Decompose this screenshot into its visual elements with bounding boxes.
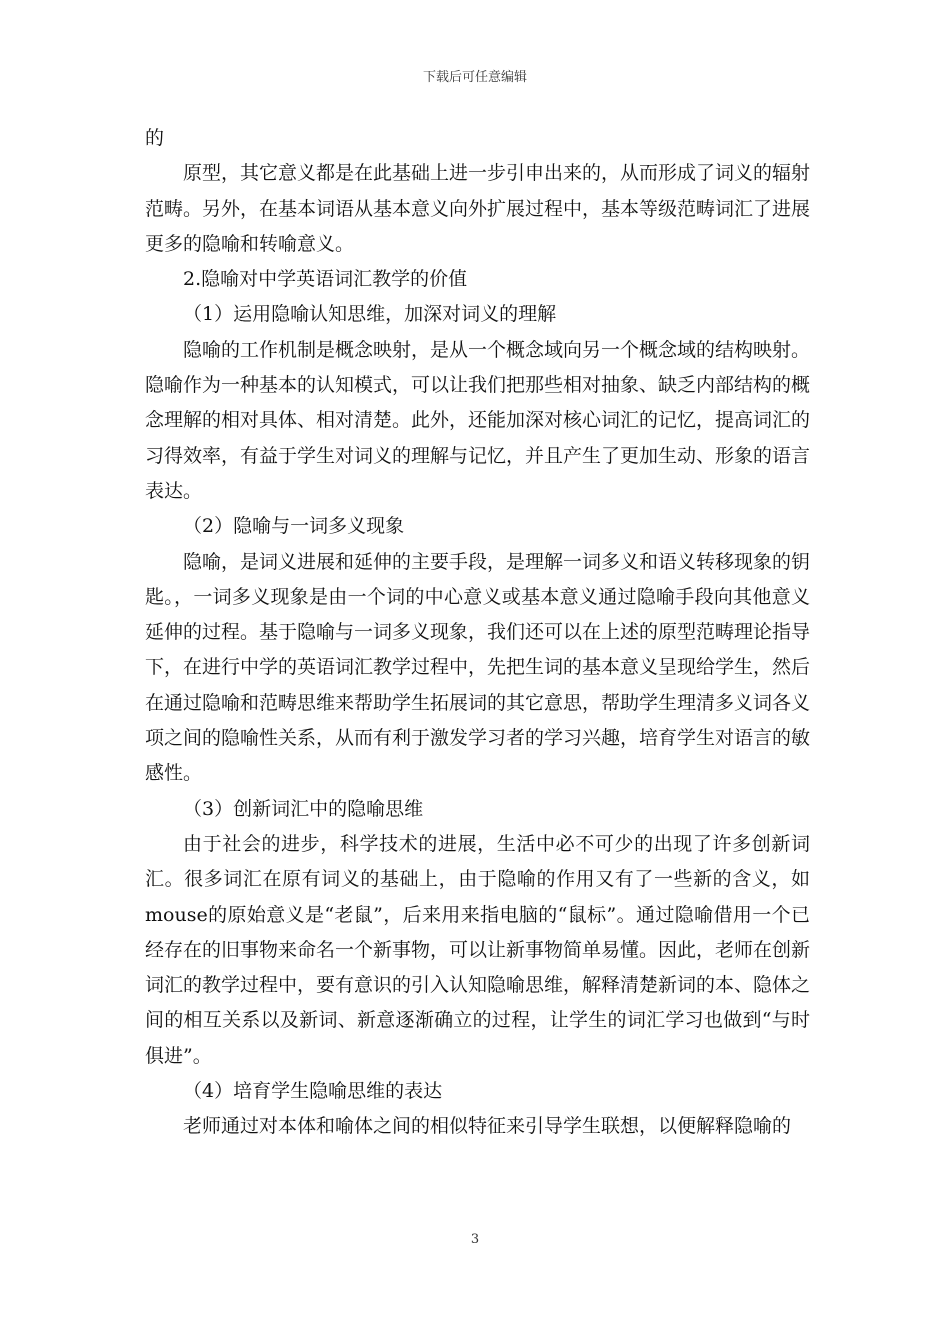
paragraph: 隐喻，是词义进展和延伸的主要手段，是理解一词多义和语义转移现象的钥匙。，一词多义现象是由一个词的中心意义或基本意义通过隐喻手段向其他意义延伸的过程。基于隐喻与一词多义现象，我们还可以在上述的原型范畴理论指导下，在进行中学的英语词汇教学过程中，先把生词的基本意义呈现给学生，然后在通过隐喻和范畴思维来帮助学生拓展词的其它意思，帮助学生理清多义词各义项之间的隐喻性关系，从而有利于激发学习者的学习兴趣，培育学生对语言的敏感性。 [145, 550, 811, 785]
page-header: 下载后可任意编辑 [422, 70, 527, 85]
section-heading: 2.隐喻对中学英语词汇教学的价值 [183, 268, 468, 291]
subsection-heading: （4）培育学生隐喻思维的表达 [183, 1080, 443, 1103]
paragraph: 原型，其它意义都是在此基础上进一步引申出来的，从而形成了词义的辐射范畴。另外，在基本词语从基本意义向外扩展过程中，基本等级范畴词汇了进展更多的隐喻和转喻意义。 [145, 162, 811, 255]
document-body [145, 121, 810, 1145]
paragraph: 的 [145, 127, 165, 149]
paragraph: 隐喻的工作机制是概念映射，是从一个概念域向另一个概念域的结构映射。隐喻作为一种基本的认知模式，可以让我们把那些相对抽象、缺乏内部结构的概念理解的相对具体、相对清楚。此外，还能加深对核心词汇的记忆，提高词汇的习得效率，有益于学生对词义的理解与记忆，并且产生了更加生动、形象的语言表达。 [145, 338, 811, 502]
paragraph: 由于社会的进步，科学技术的进展，生活中必不可少的出现了许多创新词汇。很多词汇在原有词义的基础上，由于隐喻的作用又有了一些新的含义，如mouse的原始意义是“老鼠”，后来用来指电脑的“鼠标”。通过隐喻借用一个已经存在的旧事物来命名一个新事物，可以让新事物简单易懂。因此，老师在创新词汇的教学过程中，要有意识的引入认知隐喻思维，解释清楚新词的本、隐体之间的相互关系以及新词、新意逐渐确立的过程，让学生的词汇学习也做到“与时俱进”。 [145, 832, 811, 1067]
subsection-heading: （2）隐喻与一词多义现象 [183, 515, 405, 538]
paragraph: 老师通过对本体和喻体之间的相似特征来引导学生联想，以便解释隐喻的 [183, 1115, 792, 1138]
page-number: 3 [470, 1232, 480, 1247]
subsection-heading: （1）运用隐喻认知思维，加深对词义的理解 [183, 303, 557, 326]
subsection-heading: （3）创新词汇中的隐喻思维 [183, 797, 424, 820]
